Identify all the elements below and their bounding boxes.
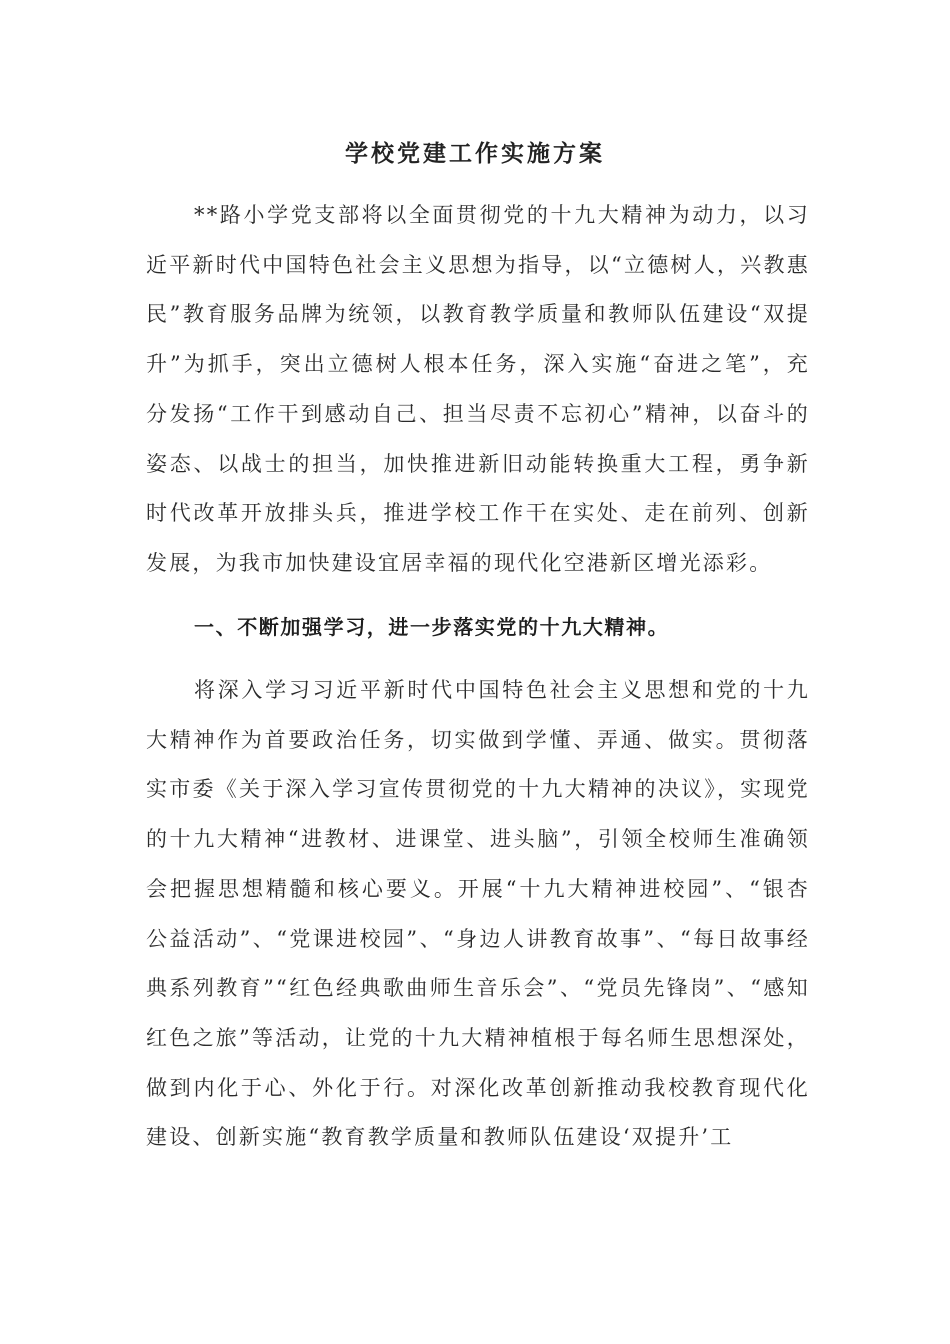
document-title: 学校党建工作实施方案 xyxy=(345,141,605,167)
intro-paragraph: **路小学党支部将以全面贯彻党的十九大精神为动力，以习近平新时代中国特色社会主义思想为指导，以“立德树人，兴教惠民”教育服务品牌为统领，以教育教学质量和教师队伍建设“双提升”为抓手，突出立德树人根本任务，深入实施“奋进之笔”，充分发扬“工作干到感动自己、担当尽责不忘初心”精神，以奋斗的姿态、以战士的担当，加快推进新旧动能转换重大工程，勇争新时代改革开放排头兵，推进学校工作干在实处、走在前列、创新发展，为我市加快建设宜居幸福的现代化空港新区增光添彩。 xyxy=(146,203,810,575)
section-1-paragraph: 将深入学习习近平新时代中国特色社会主义思想和党的十九大精神作为首要政治任务，切实做到学懂、弄通、做实。贯彻落实市委《关于深入学习宣传贯彻党的十九大精神的决议》，实现党的十九大精神“进教材、进课堂、进头脑”，引领全校师生准确领会把握思想精髓和核心要义。开展“十九大精神进校园”、“银杏公益活动”、“党课进校园”、“身边人讲教育故事”、“每日故事经典系列教育”“红色经典歌曲师生音乐会”、“党员先锋岗”、“感知红色之旅”等活动，让党的十九大精神植根于每名师生思想深处，做到内化于心、外化于行。对深化改革创新推动我校教育现代化建设、创新实施“教育教学质量和教师队伍建设‘双提升’工 xyxy=(146,678,810,1150)
section-1-heading: 一、不断加强学习，进一步落实党的十九大精神。 xyxy=(194,615,670,639)
